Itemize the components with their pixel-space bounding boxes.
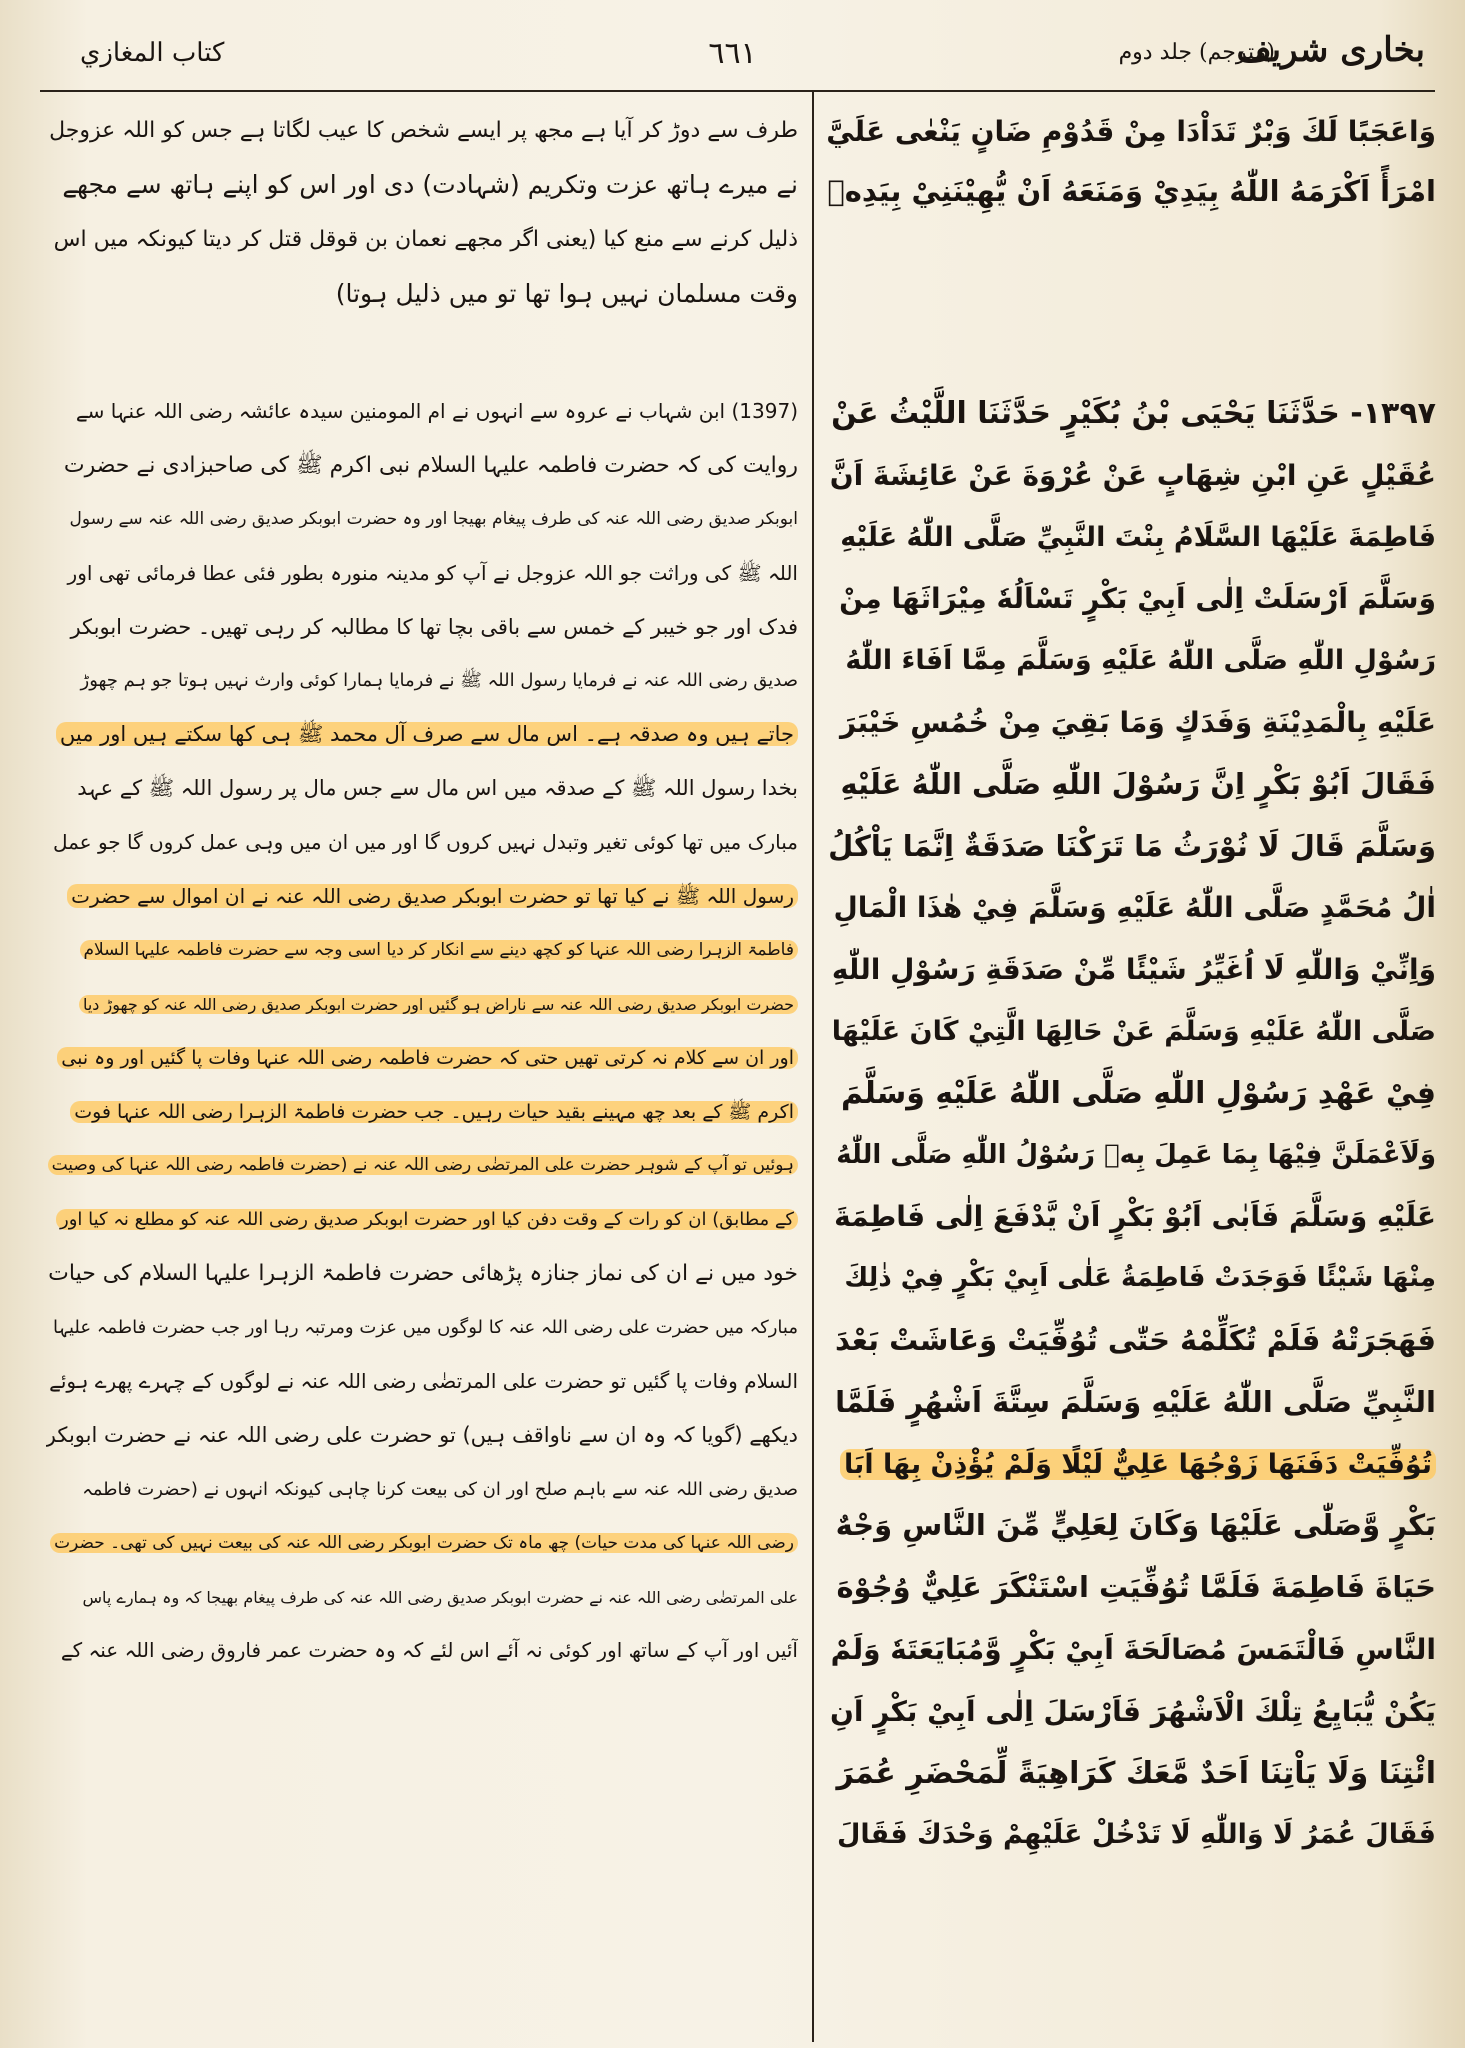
urdu-line: صدیق رضی اللہ عنہ سے باہم صلح اور ان کی بیعت کرنا چاہی کیونکہ انہوں نے (حضرت فاطمہ [82, 1478, 798, 1500]
highlight: حضرت ابوبکر صدیق رضی اللہ عنہ سے ناراض ہو گئیں اور حضرت ابوبکر صدیق رضی اللہ عنہ کو چھوڑ دیا [79, 995, 798, 1014]
highlight: رسول اللہ ﷺ نے کیا تھا تو حضرت ابوبکر صدیق رضی اللہ عنہ نے ان اموال سے حضرت [67, 884, 798, 908]
arabic-line: وَسَلَّمَ اَرْسَلَتْ اِلٰى اَبِيْ بَكْرٍ تَسْاَلُهٗ مِيْرَاثَهَا مِنْ [839, 582, 1436, 616]
arabic-line: بَكْرٍ وَّصَلّٰى عَلَيْهَا وَكَانَ لِعَلِيٍّ مِّنَ النَّاسِ وَجْهٌ [835, 1508, 1436, 1543]
arabic-line: النَّبِيِّ صَلَّى اللّٰهُ عَلَيْهِ وَسَلَّمَ سِتَّةَ اَشْهُرٍ فَلَمَّا [835, 1384, 1436, 1419]
highlight: اور ان سے کلام نہ کرتی تھیں حتی کہ حضرت فاطمہ رضی اللہ عنہا وفات پا گئیں اور وہ نبی [57, 1047, 798, 1069]
urdu-line: خود میں نے ان کی نماز جنازہ پڑھائی حضرت فاطمۃ الزہرا علیہا السلام کی حیات [48, 1261, 798, 1287]
urdu-line-highlighted [46, 1139, 798, 1193]
urdu-line-highlighted [46, 1086, 798, 1140]
arabic-line: فَقَالَ عُمَرُ لَا وَاللّٰهِ لَا تَدْخُلْ عَلَيْهِمْ وَحْدَكَ فَقَالَ [836, 1819, 1436, 1851]
arabic-line: اٰلُ مُحَمَّدٍ صَلَّى اللّٰهُ عَلَيْهِ وَسَلَّمَ فِيْ هٰذَا الْمَالِ [833, 891, 1436, 925]
arabic-line: ائْتِنَا وَلَا يَاْتِنَا اَحَدٌ مَّعَكَ كَرَاهِيَةً لِّمَحْضَرِ عُمَرَ [836, 1755, 1436, 1791]
urdu-top-block [46, 104, 798, 321]
arabic-line: عَلَيْهِ وَسَلَّمَ فَاَبٰى اَبُوْ بَكْرٍ اَنْ يَّدْفَعَ اِلٰى فَاطِمَةَ [834, 1200, 1436, 1234]
arabic-line: صَلَّى اللّٰهُ عَلَيْهِ وَسَلَّمَ عَنْ حَالِهَا الَّتِيْ كَانَ عَلَيْهَا [831, 1015, 1436, 1047]
urdu-line-highlighted [46, 978, 798, 1032]
highlight: فاطمۃ الزہرا رضی اللہ عنہا کو کچھ دینے سے انکار کر دیا اسی وجہ سے حضرت فاطمہ علیہا السلام [80, 940, 799, 960]
arabic-line: امْرَأً اَكْرَمَهُ اللّٰهُ بِيَدِيْ وَمَنَعَهُ اَنْ يُّهِيْنَنِيْ بِيَدِهٖ [827, 174, 1436, 208]
urdu-line: ذلیل کرنے سے منع کیا (یعنی اگر مجھے نعمان بن قوقل قتل کر دیتا کیونکہ میں اس [53, 226, 798, 252]
urdu-line: نے میرے ہاتھ عزت وتکریم (شہادت) دی اور اس کو اپنے ہاتھ سے مجھے [62, 170, 798, 200]
urdu-line: بخدا رسول اللہ ﷺ کے صدقہ میں اس مال سے جس مال پر رسول اللہ ﷺ کے عہد [77, 776, 798, 801]
column-divider [812, 92, 814, 2042]
highlight: رضی اللہ عنہا کی مدت حیات) چھ ماہ تک حضرت ابوبکر رضی اللہ عنہ کی بیعت نہیں کی تھی۔ حضرت [50, 1533, 798, 1553]
urdu-line-highlighted [46, 1032, 798, 1086]
arabic-line: عَلَيْهِ بِالْمَدِيْنَةِ وَفَدَكٍ وَمَا بَقِيَ مِنْ خُمُسِ خَيْبَرَ [840, 705, 1436, 739]
urdu-line: ابوبکر صدیق رضی اللہ عنہ کی طرف پیغام بھیجا اور وہ حضرت ابوبکر صدیق رضی اللہ عنہ سے رسول [69, 508, 798, 529]
urdu-line-highlighted [46, 924, 798, 978]
arabic-line: وَلَاَعْمَلَنَّ فِيْهَا بِمَا عَمِلَ بِهٖ رَسُوْلُ اللّٰهِ صَلَّى اللّٰهُ [836, 1139, 1436, 1170]
urdu-line: صدیق رضی اللہ عنہ نے فرمایا رسول اللہ ﷺ نے فرمایا ہمارا کوئی وارث نہیں ہوتا جو ہم چھوڑ [80, 670, 798, 692]
urdu-line: مبارک میں تھا کوئی تغیر وتبدل نہیں کروں گا اور میں ان میں وہی عمل کروں گا جو عمل [52, 830, 798, 855]
highlight: جاتے ہیں وہ صدقہ ہے۔ اس مال سے صرف آل محمد ﷺ ہی کھا سکتے ہیں اور میں [56, 722, 798, 746]
arabic-line: ١٣٩٧- حَدَّثَنَا يَحْيَى بْنُ بُكَيْرٍ حَدَّثَنَا اللَّيْثُ عَنْ [831, 396, 1436, 431]
urdu-line: علی المرتضٰی رضی اللہ عنہ نے حضرت ابوبکر صدیق رضی اللہ عنہ کی طرف پیغام بھیجا کہ وہ ہمارے پاس [82, 1587, 798, 1607]
arabic-line: فَاطِمَةَ عَلَيْهَا السَّلَامُ بِنْتَ النَّبِيِّ صَلَّى اللّٰهُ عَلَيْهِ [840, 521, 1436, 553]
urdu-line-highlighted [46, 708, 798, 762]
highlight: ہوئیں تو آپ کے شوہر حضرت علی المرتضٰی رضی اللہ عنہ نے (حضرت فاطمہ رضی اللہ عنہا کی وصیت [48, 1155, 798, 1175]
page-header [40, 26, 1425, 84]
urdu-line: طرف سے دوڑ کر آیا ہے مجھ پر ایسے شخص کا عیب لگاتا ہے جس کو اللہ عزوجل [49, 118, 798, 143]
urdu-line-highlighted [46, 870, 798, 924]
arabic-line: مِنْهَا شَيْئًا فَوَجَدَتْ فَاطِمَةُ عَلٰى اَبِيْ بَكْرٍ فِيْ ذٰلِكَ [844, 1263, 1436, 1294]
chapter-title: كتاب المغازي [80, 38, 225, 68]
page-number: ٦٦١ [708, 36, 757, 71]
arabic-line: وَاعَجَبًا لَكَ وَبْرٌ تَدَاْدَا مِنْ قَدُوْمِ ضَانٍ يَنْعٰى عَلَيَّ [826, 115, 1436, 148]
arabic-top-block [826, 100, 1436, 220]
arabic-line-highlighted [826, 1433, 1436, 1495]
urdu-line: (1397) ابن شہاب نے عروہ سے انہوں نے ام المومنین سیدہ عائشہ رضی اللہ عنہا سے [75, 399, 798, 423]
volume-subtitle: (مترجم) جلد دوم [1118, 40, 1275, 65]
urdu-line: فدک اور جو خیبر کے خمس سے باقی بچا تھا کا مطالبہ کر رہی تھیں۔ حضرت ابوبکر [70, 614, 798, 639]
arabic-line: عُقَيْلٍ عَنِ ابْنِ شِهَابٍ عَنْ عُرْوَةَ عَنْ عَائِشَةَ اَنَّ [829, 458, 1436, 492]
arabic-line: وَاِنِّيْ وَاللّٰهِ لَا اُغَيِّرُ شَيْئًا مِّنْ صَدَقَةِ رَسُوْلِ اللّٰهِ [831, 953, 1436, 987]
urdu-line: وقت مسلمان نہیں ہوا تھا تو میں ذلیل ہوتا) [335, 278, 798, 308]
arabic-line: وَسَلَّمَ قَالَ لَا نُوْرَثُ مَا تَرَكْنَا صَدَقَةٌ اِنَّمَا يَاْكُلُ [828, 828, 1436, 863]
urdu-line: دیکھے (گویا کہ وہ ان سے ناواقف ہیں) تو حضرت علی رضی اللہ عنہ نے حضرت ابوبکر [46, 1422, 798, 1447]
urdu-line: مبارکہ میں حضرت علی رضی اللہ عنہ کا لوگوں میں عزت ومرتبہ رہا اور جب حضرت فاطمہ علیہا [52, 1317, 798, 1339]
urdu-line: السلام وفات پا گئیں تو حضرت علی المرتضٰی رضی اللہ عنہ نے لوگوں کے چہرے پھرے ہوئے [49, 1369, 798, 1394]
arabic-line: فِيْ عَهْدِ رَسُوْلِ اللّٰهِ صَلَّى اللّٰهُ عَلَيْهِ وَسَلَّمَ [840, 1075, 1436, 1111]
highlight: تُوُفِّيَتْ دَفَنَهَا زَوْجُهَا عَلِيٌّ لَيْلًا وَلَمْ يُؤْذِنْ بِهَا اَبَا [840, 1449, 1436, 1480]
arabic-line: رَسُوْلِ اللّٰهِ صَلَّى اللّٰهُ عَلَيْهِ وَسَلَّمَ مِمَّا اَفَاءَ اللّٰهُ [845, 645, 1436, 677]
urdu-line: روایت کی کہ حضرت فاطمہ علیہا السلام نبی اکرم ﷺ کی صاحبزادی نے حضرت [63, 452, 798, 478]
urdu-line-highlighted [46, 1193, 798, 1247]
urdu-line: اللہ ﷺ کی وراثت جو اللہ عزوجل نے آپ کو مدینہ منورہ بطور فئی عطا فرمائی تھی اور [67, 560, 798, 585]
arabic-hadith-1397 [826, 382, 1436, 1865]
urdu-line-highlighted [46, 1517, 798, 1571]
urdu-line: آئیں اور آپ کے ساتھ اور کوئی نہ آئے اس لئے کہ وہ حضرت عمر فاروق رضی اللہ عنہ کے [60, 1638, 798, 1663]
book-title: بخاری شریف [1236, 30, 1425, 70]
arabic-line: حَيَاةَ فَاطِمَةَ فَلَمَّا تُوُفِّيَتِ اسْتَنْكَرَ عَلِيٌّ وُجُوْهَ [836, 1570, 1436, 1605]
urdu-translation-1397 [46, 385, 798, 1678]
highlight: کے مطابق) ان کو رات کے وقت دفن کیا اور حضرت ابوبکر صدیق رضی اللہ عنہ کو مطلع نہ کیا اور [56, 1209, 798, 1230]
arabic-line: يَكُنْ يُّبَايِعُ تِلْكَ الْاَشْهُرَ فَاَرْسَلَ اِلٰى اَبِيْ بَكْرٍ اَنِ [829, 1694, 1436, 1728]
arabic-line: فَقَالَ اَبُوْ بَكْرٍ اِنَّ رَسُوْلَ اللّٰهِ صَلَّى اللّٰهُ عَلَيْهِ [840, 766, 1436, 801]
arabic-line: فَهَجَرَتْهُ فَلَمْ تُكَلِّمْهُ حَتّٰى تُوُفِّيَتْ وَعَاشَتْ بَعْدَ [835, 1322, 1436, 1357]
highlight: اکرم ﷺ کے بعد چھ مہینے بقید حیات رہیں۔ جب حضرت فاطمۃ الزہرا رضی اللہ عنہا فوت [70, 1101, 798, 1123]
arabic-line: النَّاسِ فَالْتَمَسَ مُصَالَحَةَ اَبِيْ بَكْرٍ وَّمُبَايَعَتَهٗ وَلَمْ [830, 1632, 1436, 1666]
header-rule [40, 90, 1435, 92]
